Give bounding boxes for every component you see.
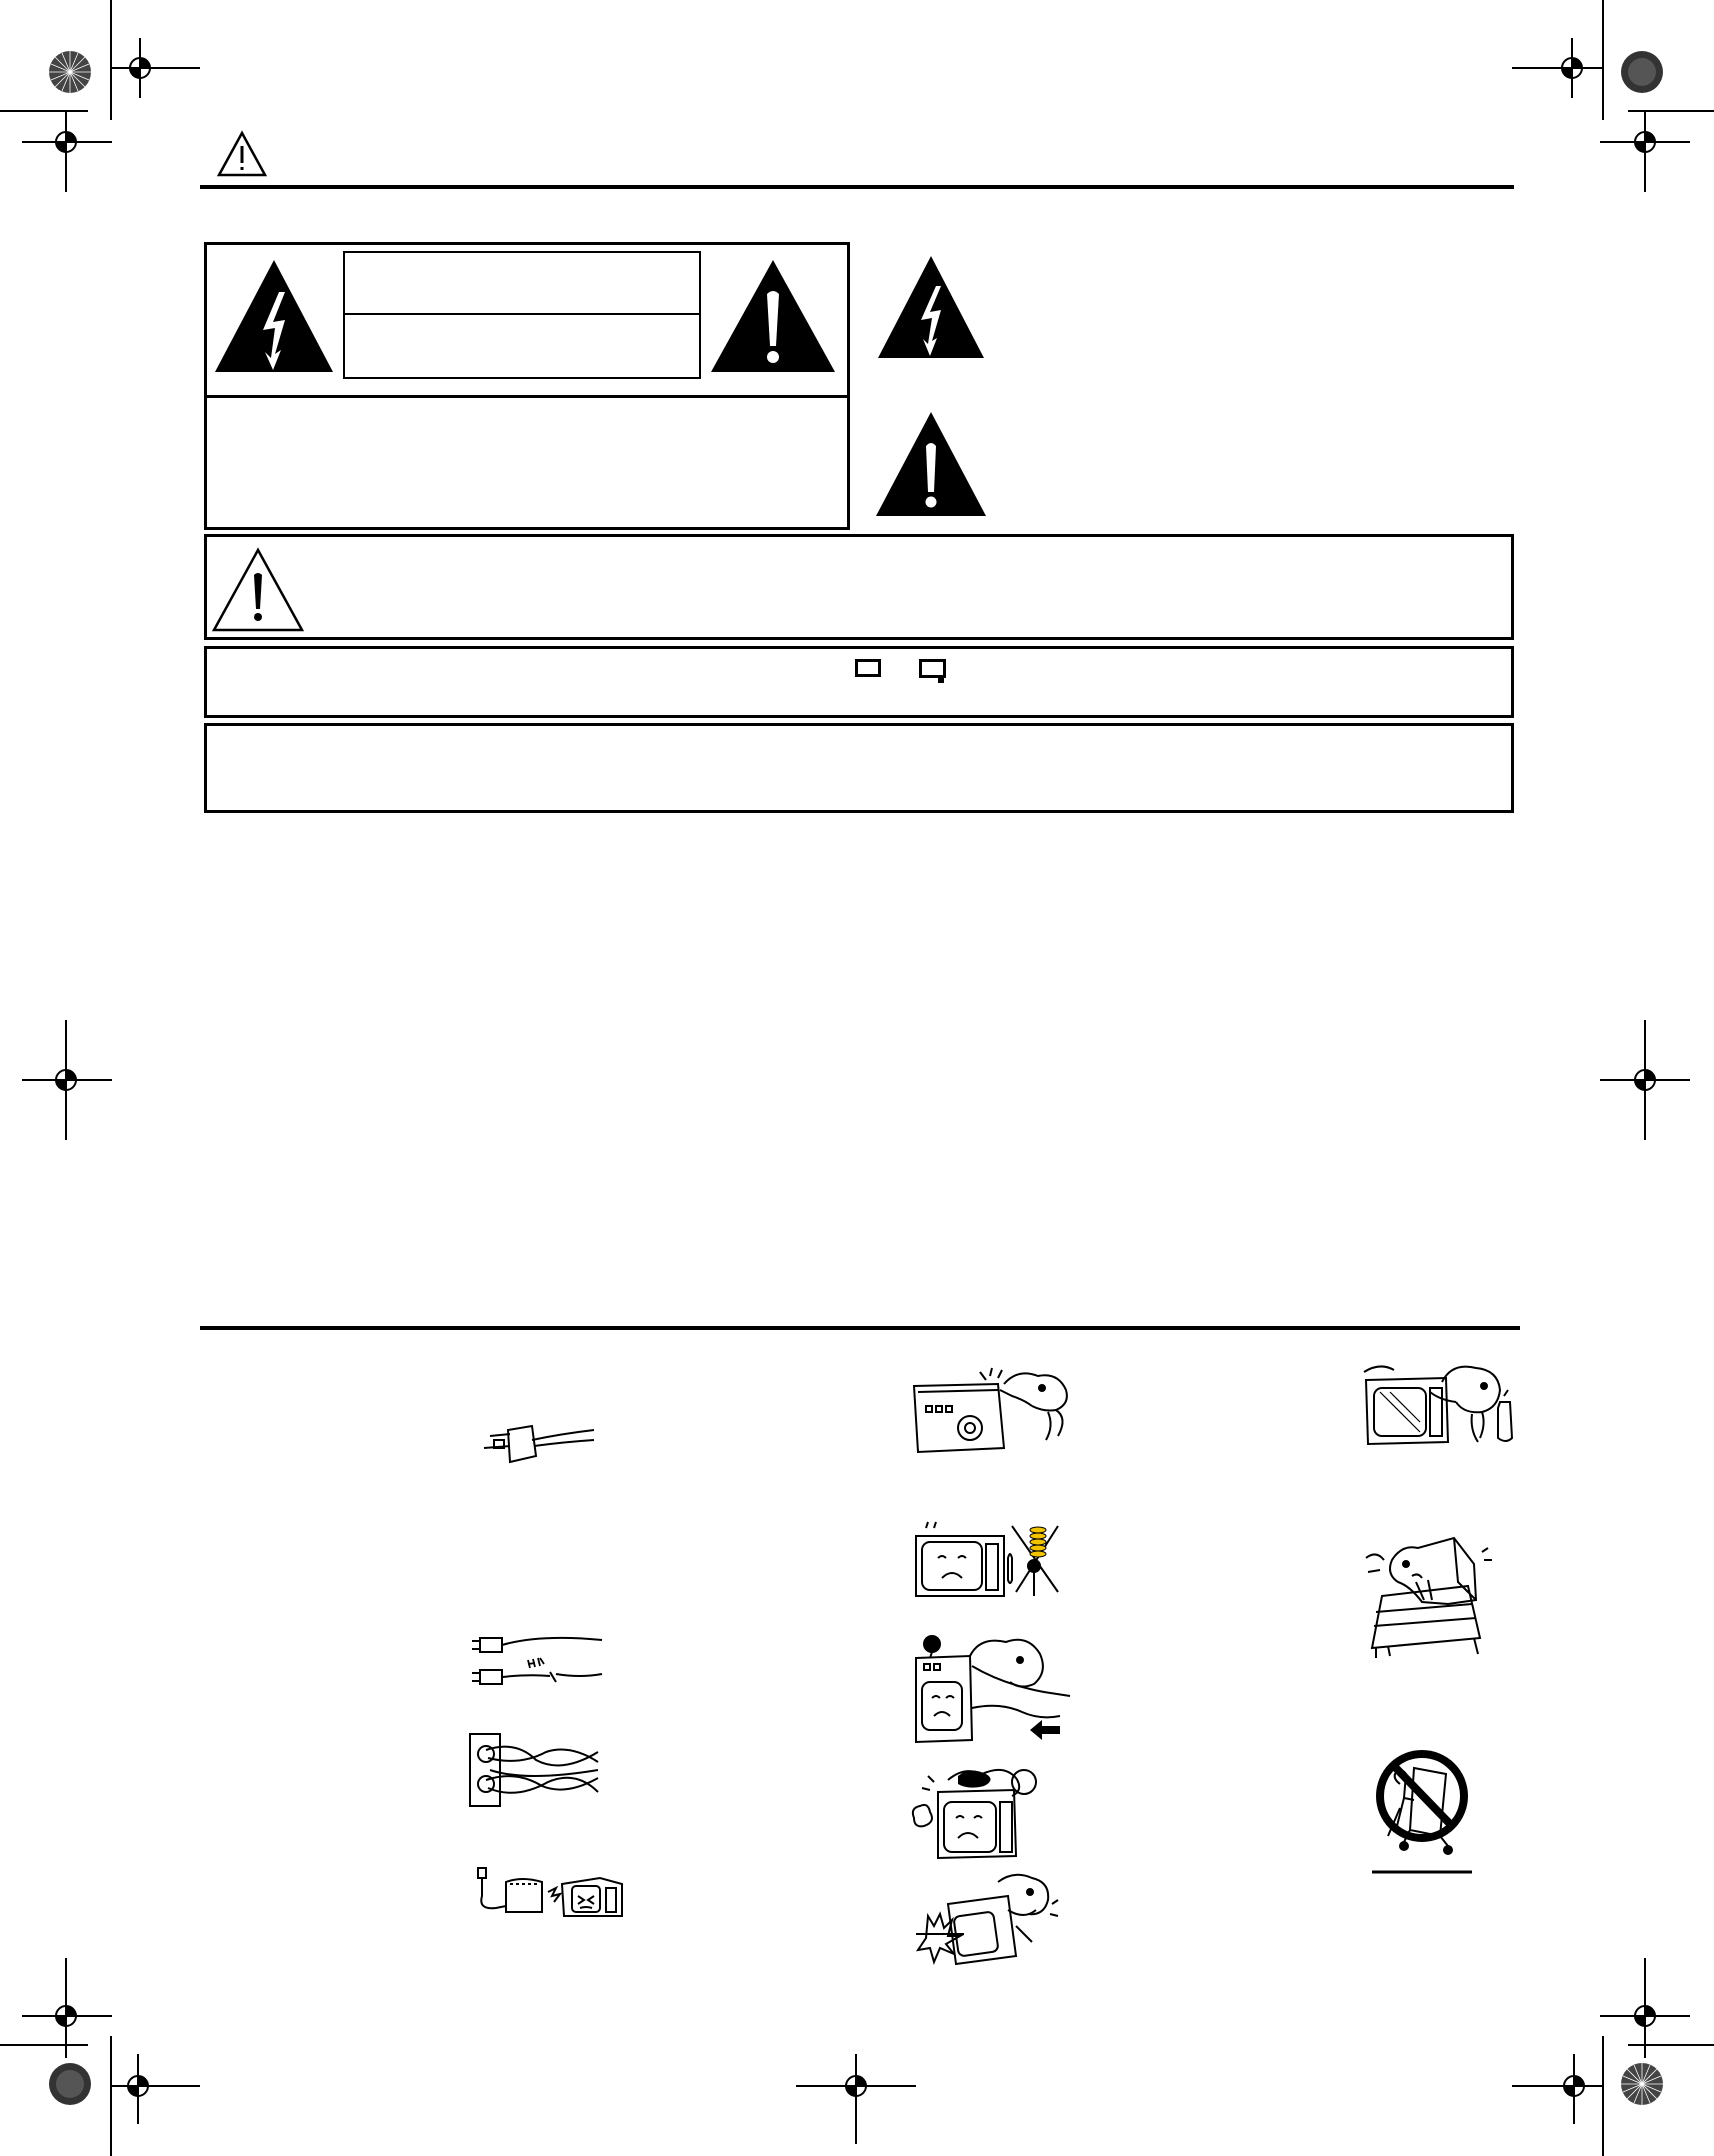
registration-target-icon (22, 112, 112, 192)
cart-tip-over-icon (1370, 1738, 1474, 1874)
section-rule (200, 1326, 1520, 1330)
caution-label-lower-cell (343, 313, 701, 379)
cord-and-appliance-icon (472, 1866, 624, 1926)
registration-target-icon (1600, 112, 1690, 192)
lightning-bolt-triangle-icon (213, 258, 335, 374)
registration-target-icon (1512, 38, 1602, 98)
child-poking-unit-icon (908, 1366, 1074, 1458)
starburst-mark-icon (1620, 2062, 1664, 2106)
power-plug-icon (470, 1416, 596, 1472)
small-rectangle-tab-icon (919, 659, 949, 685)
warning-triangle-icon (211, 547, 305, 633)
registration-target-icon (1600, 1020, 1690, 1140)
notice-bar (204, 646, 1514, 718)
registration-target-icon (110, 2054, 200, 2124)
lightning-bolt-triangle-icon (876, 254, 986, 360)
warning-banner (204, 534, 1514, 640)
overloaded-outlet-icon (466, 1730, 602, 1812)
caution-label-box (204, 242, 850, 530)
liquid-spill-icon (908, 1762, 1048, 1860)
small-objects-crossed-icon (912, 1520, 1062, 1602)
header-rule (200, 185, 1514, 189)
exclamation-triangle-icon (709, 258, 837, 374)
starburst-mark-icon (1620, 50, 1664, 94)
plug-comparison-no-icon (470, 1630, 610, 1700)
starburst-mark-icon (48, 2062, 92, 2106)
falling-unit-icon (912, 1870, 1062, 1966)
notice-box (204, 723, 1514, 813)
registration-target-icon (1600, 1958, 1690, 2058)
registration-target-icon (22, 1020, 112, 1140)
caution-label-upper-cell (343, 251, 701, 315)
registration-target-icon (22, 1958, 112, 2058)
registration-target-icon (1512, 2054, 1602, 2124)
cleaning-spray-icon (1360, 1362, 1518, 1448)
small-rectangle-icon (855, 659, 881, 677)
caution-label-divider (207, 395, 847, 398)
registration-target-icon (110, 38, 200, 98)
exclamation-triangle-icon (874, 410, 988, 518)
registration-target-icon (796, 2054, 916, 2144)
unstable-stand-icon (1362, 1530, 1496, 1660)
cover-removal-icon (910, 1632, 1074, 1744)
warning-triangle-icon (216, 130, 268, 178)
starburst-mark-icon (48, 50, 92, 94)
